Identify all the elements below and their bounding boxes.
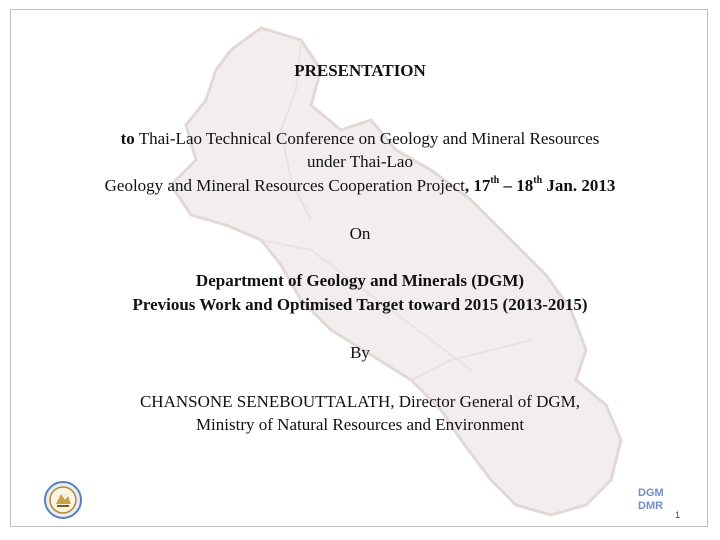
- dgm-dmr-logo: [638, 487, 674, 513]
- logo-dgm-text: DGM: [638, 487, 664, 499]
- conference-name: Thai-Lao Technical Conference on Geology and Mineral Resources: [134, 129, 600, 148]
- ministry-line: Ministry of Natural Resources and Environment: [195, 415, 525, 434]
- project-name: Geology and Mineral Resources Cooperation Project: [104, 176, 465, 195]
- by-text: By: [350, 343, 370, 362]
- on-text: On: [349, 224, 371, 243]
- date-range: , 17th – 18th Jan. 2013: [464, 175, 616, 195]
- ministry-emblem-icon: [43, 480, 83, 520]
- presentation-title: PRESENTATION: [294, 61, 426, 80]
- topic-line: Previous Work and Optimised Target toward 2015 (2013-2015): [132, 295, 588, 314]
- slide-content: [11, 10, 708, 527]
- to-prefix: to: [120, 129, 135, 148]
- page-number: 1: [675, 510, 681, 520]
- project-date-line: [11, 176, 708, 196]
- under-line: under Thai-Lao: [307, 152, 413, 171]
- logo-dmr-text: DMR: [638, 500, 664, 512]
- presenter-line: CHANSONE SENEBOUTTALATH, Director General of DGM,: [139, 392, 581, 411]
- conference-line: [11, 129, 708, 149]
- department-line: Department of Geology and Minerals (DGM): [195, 271, 525, 290]
- slide-frame: [10, 9, 708, 527]
